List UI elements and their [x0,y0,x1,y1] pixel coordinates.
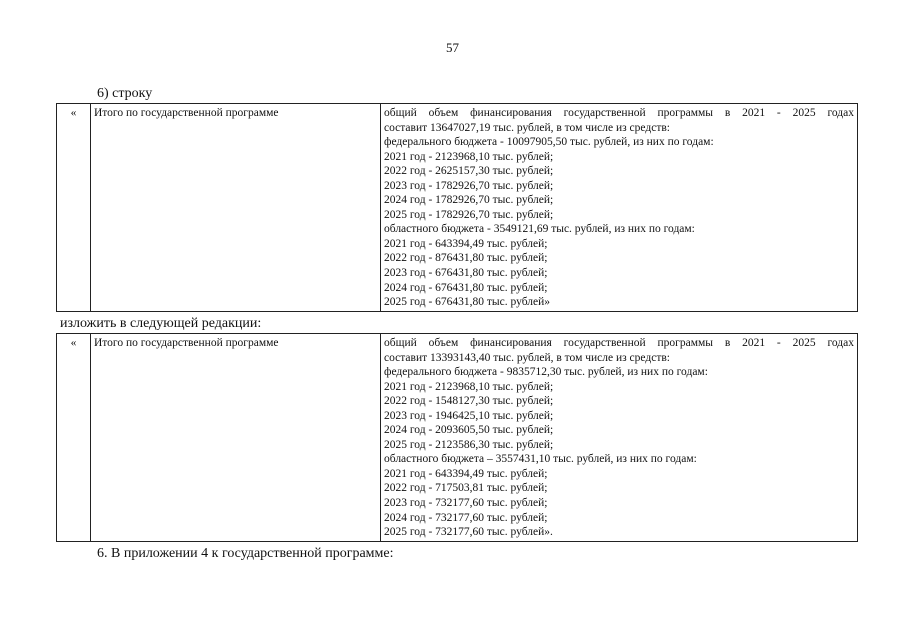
financing-line: 2022 год - 1548127,30 тыс. рублей; [384,395,554,408]
bottom-paragraph: 6. В приложении 4 к государственной программе: [97,546,394,561]
middle-paragraph: изложить в следующей редакции: [60,316,262,331]
financing-line: 2022 год - 2625157,30 тыс. рублей; [384,165,554,178]
financing-line: общий объем финансирования государственной программы в 2021 - 2025 годах [384,107,854,119]
financing-line: 2023 год - 676431,80 тыс. рублей; [384,267,548,280]
new-row-table [56,333,858,542]
financing-line: 2025 год - 732177,60 тыс. рублей». [384,526,553,539]
financing-line: 2025 год - 1782926,70 тыс. рублей; [384,208,554,221]
financing-line: общий объем финансирования государственной программы в 2021 - 2025 годах [384,337,854,349]
financing-line: 2024 год - 2093605,50 тыс. рублей; [384,424,554,437]
opening-quote: « [57,104,91,312]
financing-text [381,104,858,312]
financing-line: 2021 год - 643394,49 тыс. рублей; [384,467,548,480]
opening-quote: « [57,334,91,542]
financing-line: федерального бюджета - 9835712,30 тыс. рублей, из них по годам: [384,366,708,379]
financing-line: 2022 год - 876431,80 тыс. рублей; [384,252,548,265]
financing-line: составит 13393143,40 тыс. рублей, в том числе из средств: [384,351,670,364]
page-number: 57 [446,40,459,55]
financing-line: 2024 год - 732177,60 тыс. рублей; [384,511,548,524]
intro-paragraph: 6) строку [97,86,153,101]
financing-line: областного бюджета – 3557431,10 тыс. рублей, из них по годам: [384,453,697,466]
financing-line: 2022 год - 717503,81 тыс. рублей; [384,482,548,495]
financing-line: федерального бюджета - 10097905,50 тыс. рублей, из них по годам: [384,136,714,149]
financing-line: 2023 год - 732177,60 тыс. рублей; [384,497,548,510]
row-label: Итого по государственной программе [91,334,381,542]
financing-line: 2024 год - 676431,80 тыс. рублей; [384,281,548,294]
table-row [57,104,858,312]
financing-line: 2021 год - 643394,49 тыс. рублей; [384,237,548,250]
financing-line: областного бюджета - 3549121,69 тыс. рублей, из них по годам: [384,223,695,236]
financing-line: 2021 год - 2123968,10 тыс. рублей; [384,150,554,163]
financing-line: 2025 год - 676431,80 тыс. рублей» [384,296,551,309]
old-row-table [56,103,858,312]
row-label: Итого по государственной программе [91,104,381,312]
financing-line: 2023 год - 1946425,10 тыс. рублей; [384,409,554,422]
financing-line: 2021 год - 2123968,10 тыс. рублей; [384,380,554,393]
financing-line: составит 13647027,19 тыс. рублей, в том числе из средств: [384,121,670,134]
financing-line: 2023 год - 1782926,70 тыс. рублей; [384,179,554,192]
financing-line: 2025 год - 2123586,30 тыс. рублей; [384,438,554,451]
financing-line: 2024 год - 1782926,70 тыс. рублей; [384,194,554,207]
financing-text [381,334,858,542]
table-row [57,334,858,542]
